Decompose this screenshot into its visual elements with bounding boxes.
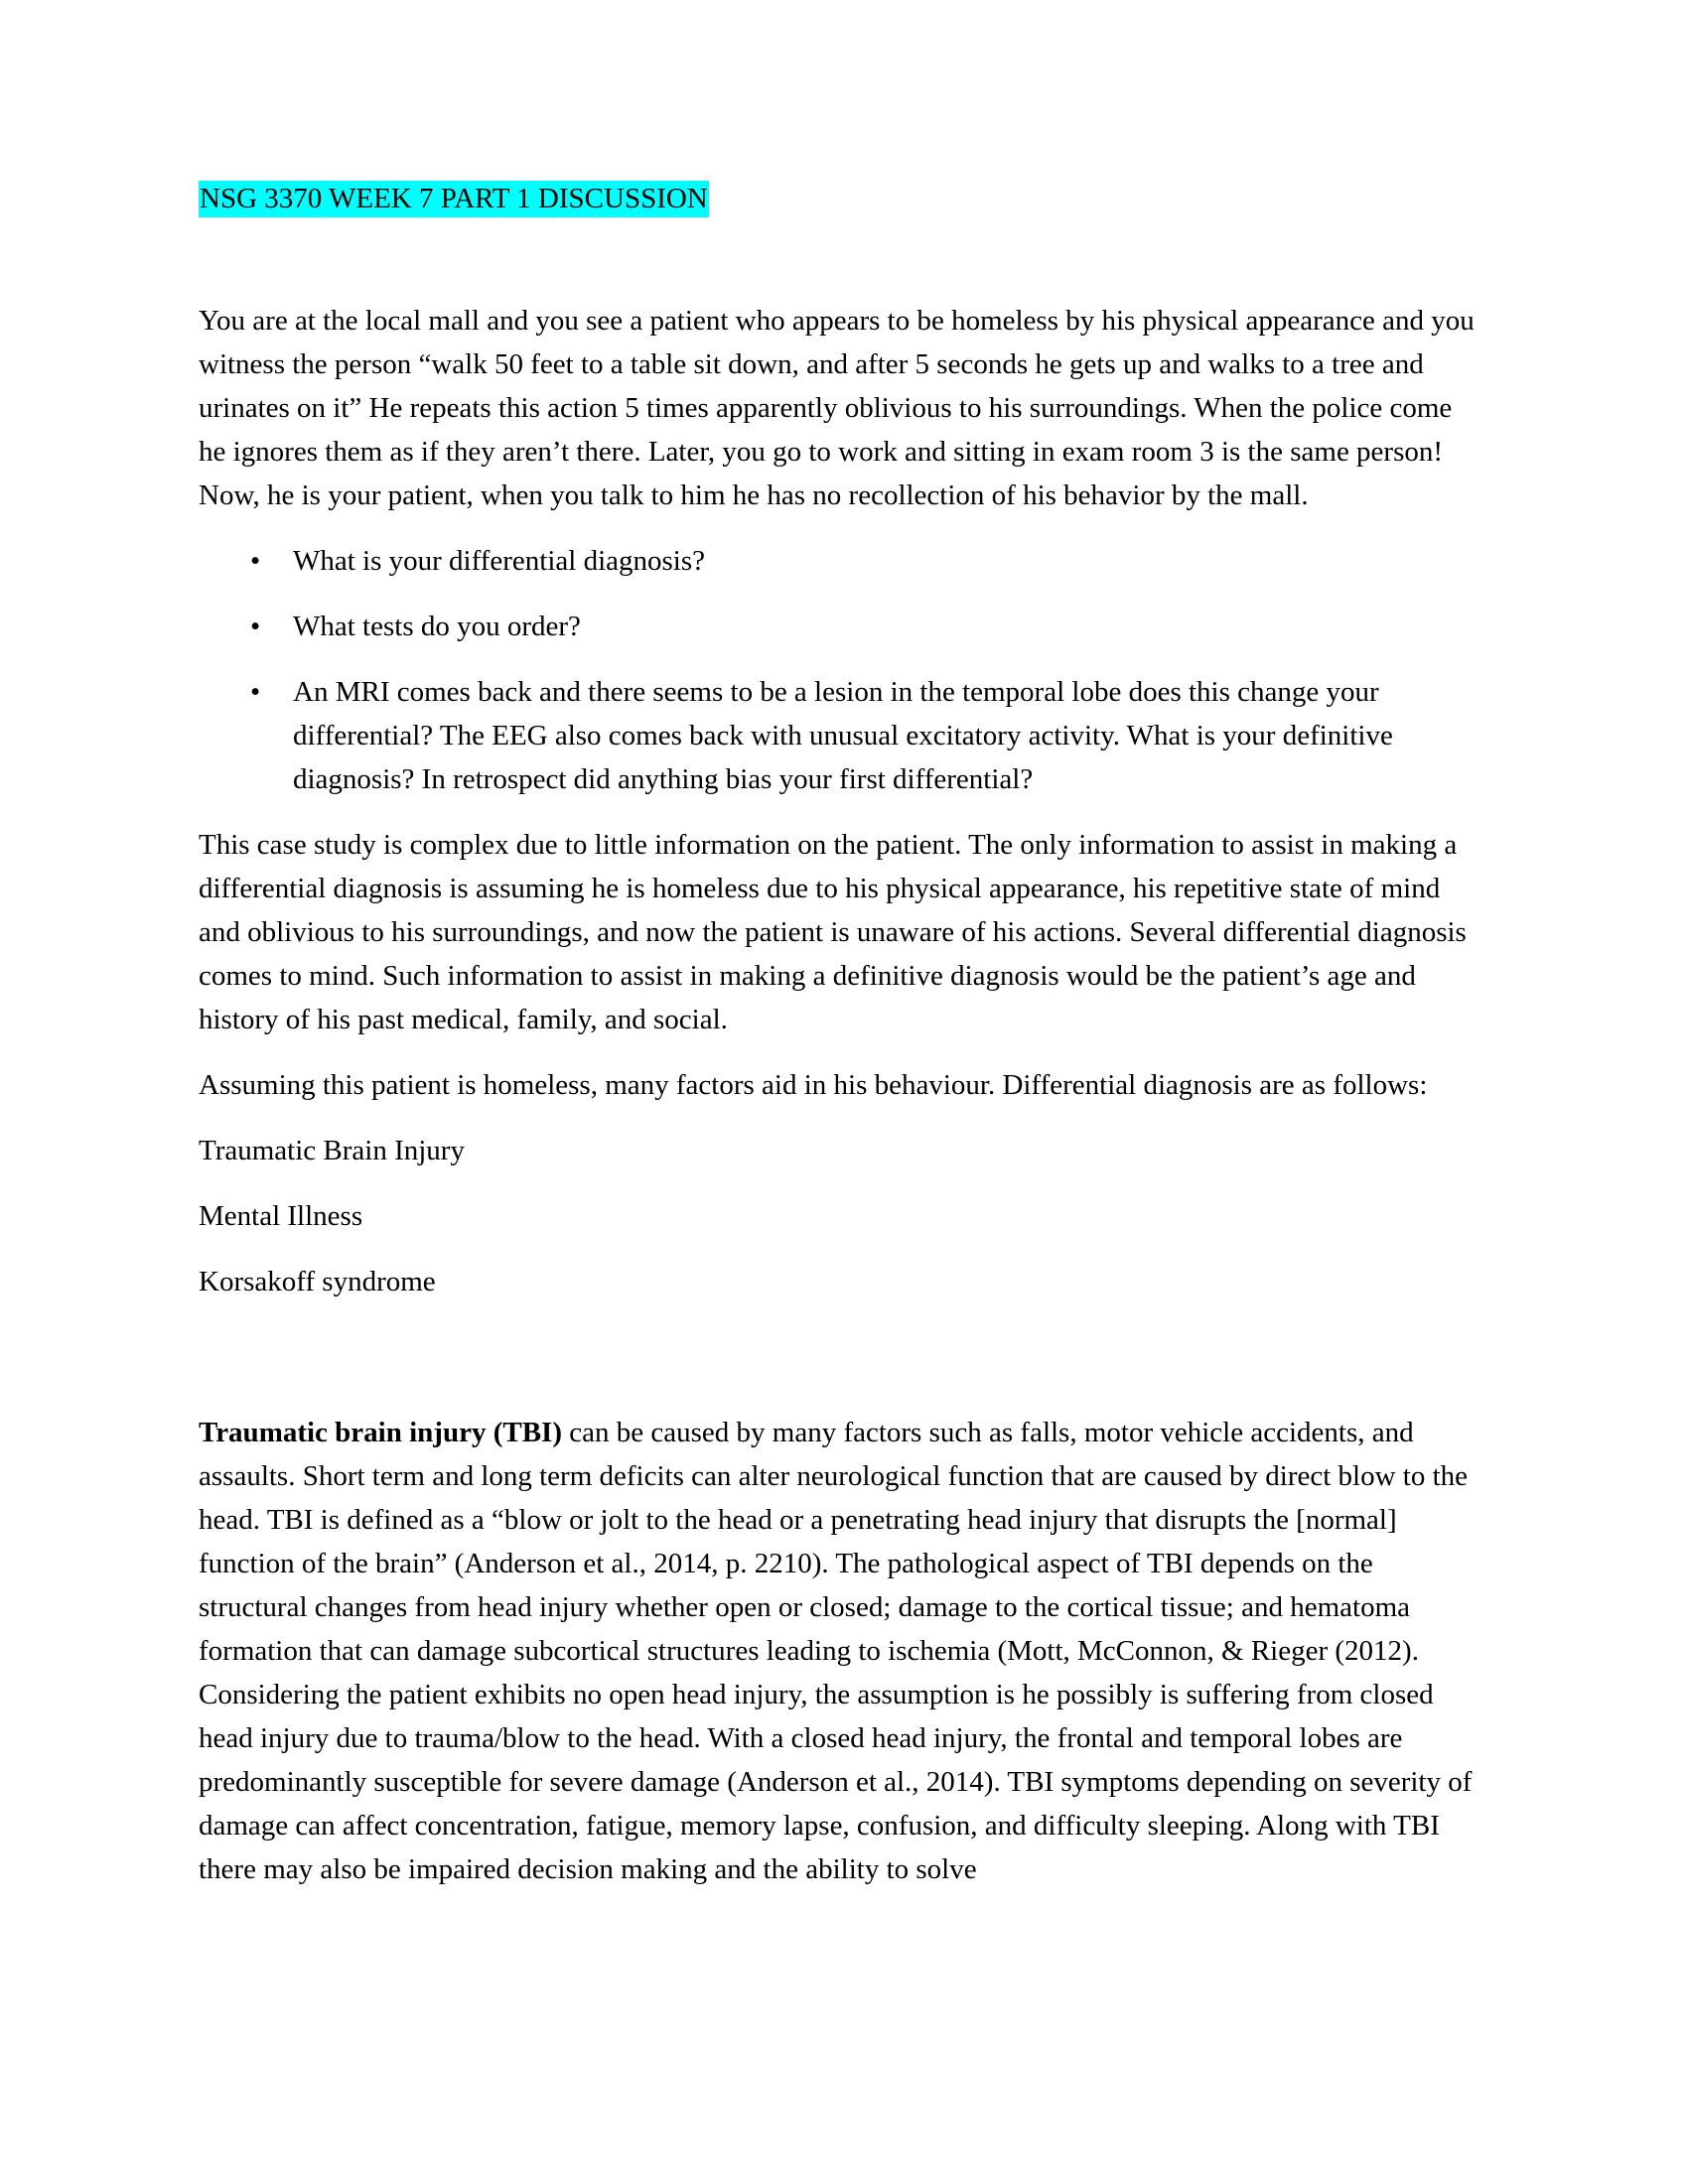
spacer [199, 801, 1479, 823]
list-item-label: What is your differential diagnosis? [293, 545, 706, 577]
assumption-paragraph: Assuming this patient is homeless, many factors aid in his behaviour. Differential diagnosis are as follows: [199, 1069, 1428, 1101]
tbi-section-paragraph [199, 1411, 1479, 1891]
list-item [199, 670, 1479, 801]
spacer [199, 1325, 1479, 1411]
bullet-icon: • [250, 545, 261, 577]
list-item [199, 539, 1479, 583]
list-item [199, 605, 1479, 648]
questions-list [199, 539, 1479, 801]
tbi-lead-bold: Traumatic brain injury (TBI) [199, 1417, 562, 1448]
list-item-label: An MRI comes back and there seems to be a lesion in the temporal lobe does this change your differential? The EEG also comes back with unusual excitatory activity. What is your definitive diagnosis? In retrospect did anything bias your first differential? [293, 676, 1393, 795]
tbi-body-text: can be caused by many factors such as falls, motor vehicle accidents, and assaults. Short term and long term deficits can alter neurological function that are caused by direct blow to the head. TBI is defined as a “blow or jolt to the head or a penetrating head injury that disrupts the [normal] function of the brain” (Anderson et al., 2014, p. 2210). The pathological aspect of TBI depends on the structural changes from head injury whether open or closed; damage to the cortical tissue; and hematoma formation that can damage subcortical structures leading to ischemia (Mott, McConnon, & Rieger (2012). Considering the patient exhibits no open head injury, the assumption is he possibly is suffering from closed head injury due to trauma/blow to the head. With a closed head injury, the frontal and temporal lobes are predominantly susceptible for severe damage (Anderson et al., 2014). TBI symptoms depending on severity of damage can affect concentration, fatigue, memory lapse, confusion, and difficulty sleeping. Along with TBI there may also be impaired decision making and the ability to solve [199, 1417, 1473, 1885]
bullet-icon: • [250, 611, 261, 642]
document-content [199, 185, 1479, 1891]
spacer [199, 213, 1479, 299]
diagnosis-item-tbi: Traumatic Brain Injury [199, 1135, 465, 1166]
spacer [199, 1107, 1479, 1129]
analysis-paragraph: This case study is complex due to little information on the patient. The only information to assist in making a differential diagnosis is assuming he is homeless due to his physical appearance, his repetitive state of mind and oblivious to his surroundings, and now the patient is unaware of his actions. Several differential diagnosis comes to mind. Such information to assist in making a definitive diagnosis would be the patient’s age and history of his past medical, family, and social. [199, 829, 1467, 1035]
scenario-paragraph: You are at the local mall and you see a patient who appears to be homeless by his physical appearance and you witness the person “walk 50 feet to a table sit down, and after 5 seconds he gets up and walks to a tree and urinates on it” He repeats this action 5 times apparently oblivious to his surroundings. When the police come he ignores them as if they aren’t there. Later, you go to work and sitting in exam room 3 is the same person! Now, he is your patient, when you talk to him he has no recollection of his behavior by the mall. [199, 305, 1475, 511]
diagnosis-item-mental-illness: Mental Illness [199, 1200, 363, 1232]
page-title-highlight: NSG 3370 WEEK 7 PART 1 DISCUSSION [199, 181, 709, 217]
diagnosis-item-korsakoff: Korsakoff syndrome [199, 1266, 436, 1297]
spacer [199, 517, 1479, 539]
bullet-icon: • [250, 676, 261, 708]
list-item-label: What tests do you order? [293, 611, 581, 642]
spacer [199, 1041, 1479, 1063]
page-title [199, 185, 1479, 213]
